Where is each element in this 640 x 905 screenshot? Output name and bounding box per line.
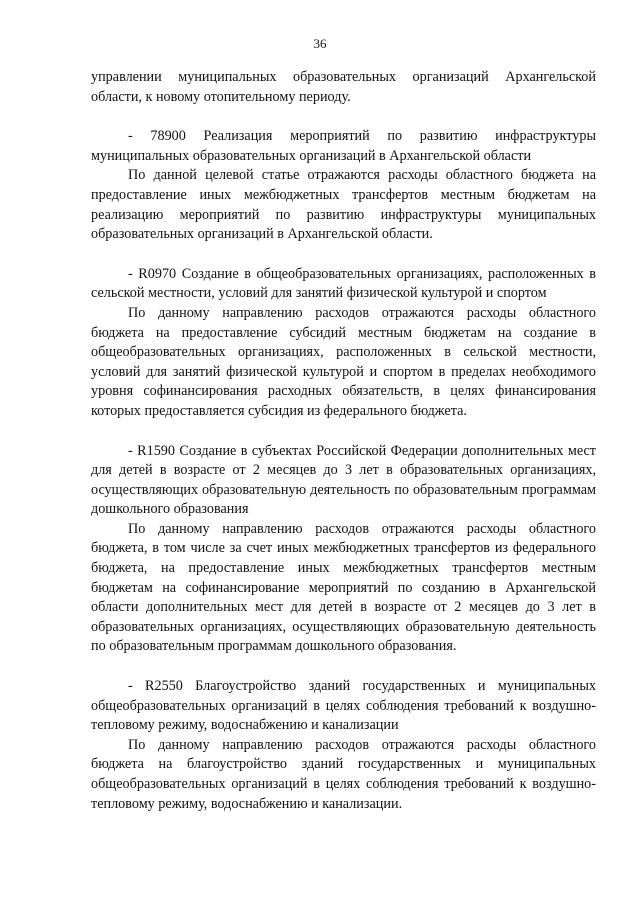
section-body-r1590: По данному направлению расходов отражаются расходы областного бюджета, в том числе за счет иных межбюджетных трансфертов из федерального бюджета, на предоставление иных межбюджетных трансфертов местным бюджетам на софинансирование мероприятий по созданию в Архангельской области дополнительных мест для детей в возрасте от 2 месяцев до 3 лет в образовательных организациях, осуществляющих образовательную деятельность по образовательным программам дошкольного образования. [91,520,596,655]
section-body-78900: По данной целевой статье отражаются расходы областного бюджета на предоставление иных межбюджетных трансфертов местным бюджетам на реализацию мероприятий по развитию инфраструктуры муниципальных образовательных организаций в Архангельской области. [91,167,596,243]
section-body-r0970: По данному направлению расходов отражаются расходы областного бюджета на предоставление субсидий местным бюджетам на создание в общеобразовательных организациях, расположенных в сельской местности, условий для занятий физической культурой и спортом в пределах необходимого уровня софинансирования расходных обязательств, в целях финансирования которых предоставляется субсидия из федерального бюджета. [91,304,596,419]
section-heading-r2550: - R2550 Благоустройство зданий государственных и муниципальных общеобразовательных организаций в целях соблюдения требований к воздушно-тепловому режиму, водоснабжению и канализации [91,678,596,734]
section-heading-78900: - 78900 Реализация мероприятий по развитию инфраструктуры муниципальных образовательных организаций в Архангельской области [91,128,596,164]
section-body-r2550: По данному направлению расходов отражаются расходы областного бюджета на благоустройство зданий государственных и муниципальных общеобразовательных организаций в целях соблюдения требований к воздушно-тепловому режиму, водоснабжению и канализации. [91,736,596,812]
page-content [91,68,596,814]
section-heading-r1590: - R1590 Создание в субъектах Российской Федерации дополнительных мест для детей в возрасте от 2 месяцев до 3 лет в образовательных организациях, осуществляющих образовательную деятельность по образовательным программам дошкольного образования [91,442,596,518]
continuation-paragraph: управлении муниципальных образовательных организаций Архангельской области, к новому отопительному периоду. [91,69,596,105]
page-number: 36 [313,36,327,51]
section-heading-r0970: - R0970 Создание в общеобразовательных организациях, расположенных в сельской местности, условий для занятий физической культурой и спортом [91,265,596,302]
